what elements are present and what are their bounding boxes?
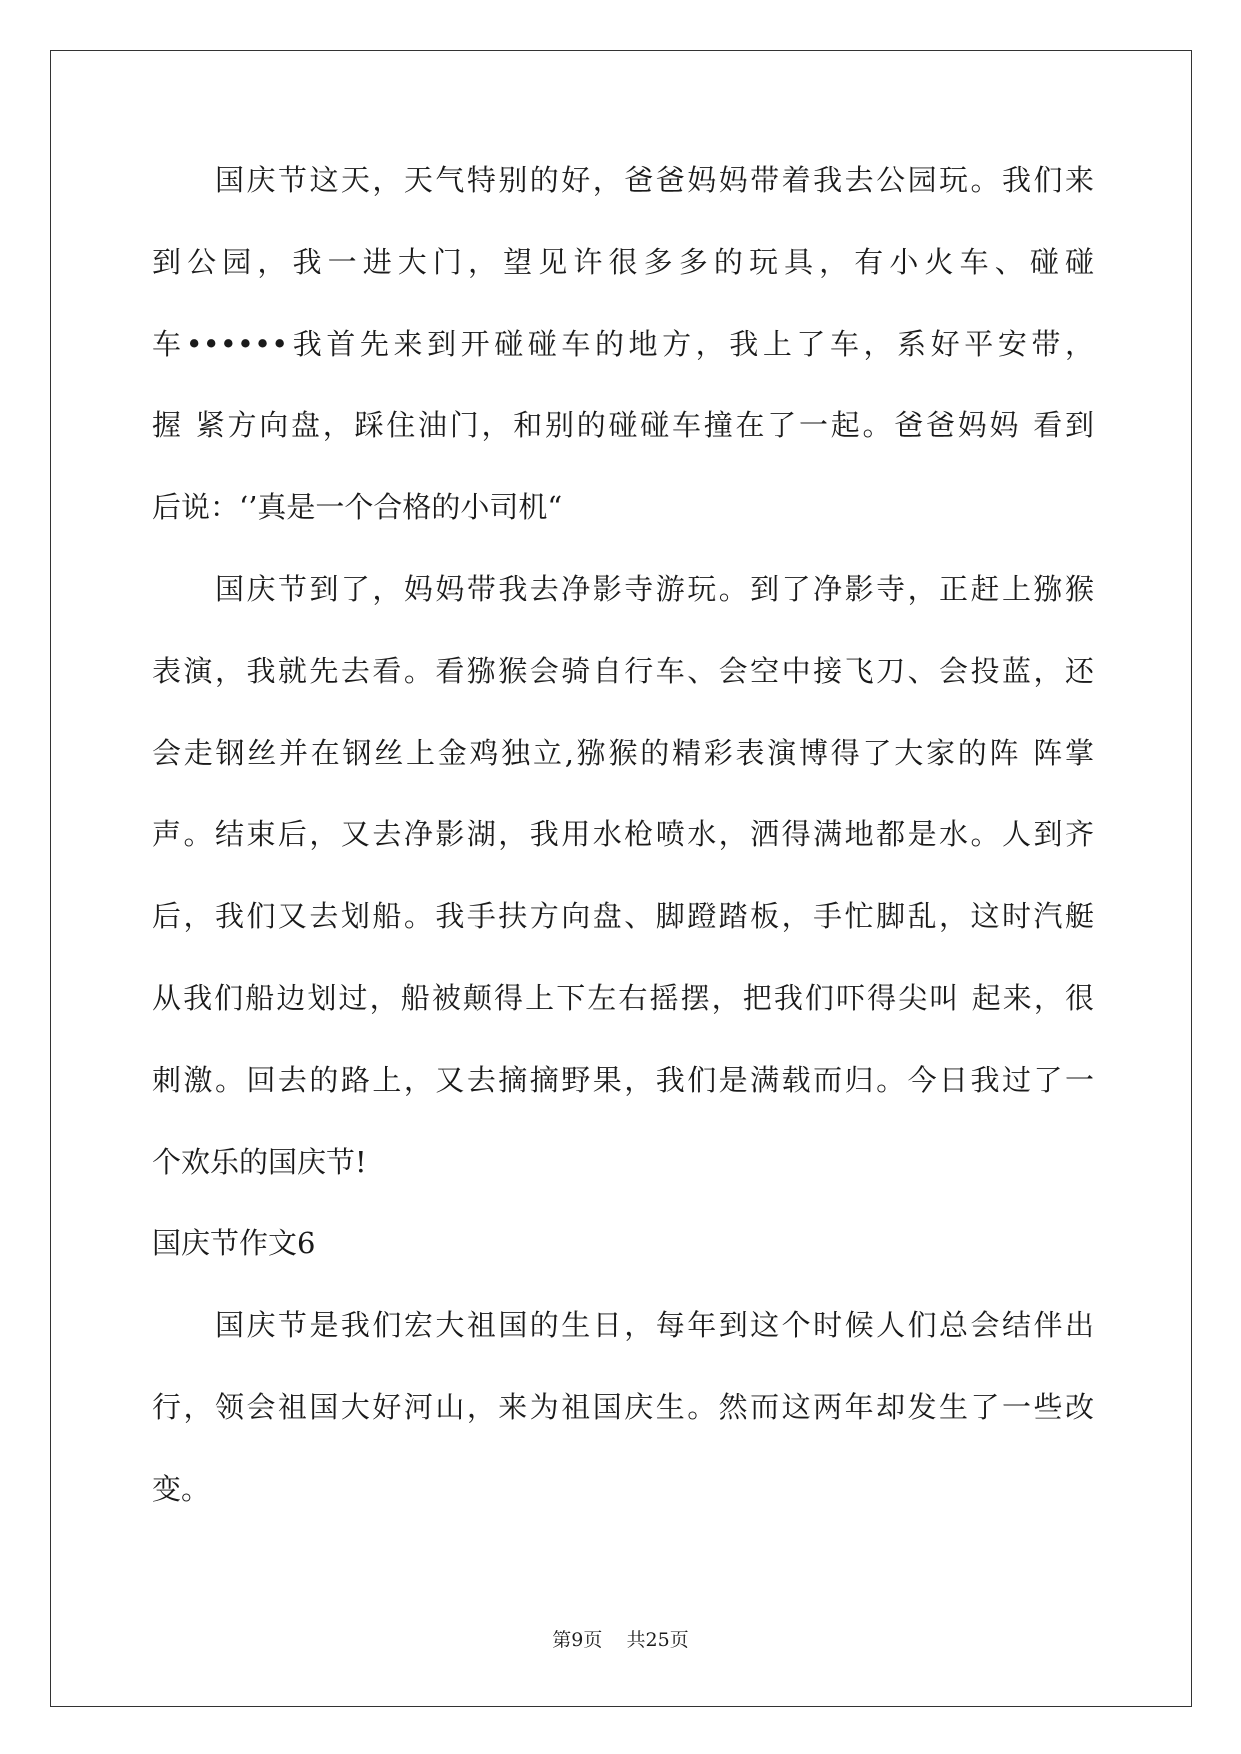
paragraph-1-line-2: 到公园，我一进大门，望见许很多多的玩具，有小火车、碰碰 (152, 244, 1094, 279)
paragraph-1-line-5: 后说：‘’真是一个合格的小司机“ (152, 490, 563, 525)
paragraph-2-line-1: 国庆节到了，妈妈带我去净影寺游玩。到了净影寺，正赶上猕猴 (215, 571, 1094, 606)
paragraph-2-line-2: 表演，我就先去看。看猕猴会骑自行车、会空中接飞刀、会投蓝，还 (152, 653, 1094, 688)
page-footer: 第9页 共25页 (552, 1629, 689, 1651)
paragraph-2-line-4: 声。结束后，又去净影湖，我用水枪喷水，洒得满地都是水。人到齐 (152, 817, 1094, 852)
paragraph-3-line-3: 变。 (152, 1471, 211, 1506)
paragraph-1-line-3: 车••••••我首先来到开碰碰车的地方，我上了车，系好平安带， (152, 326, 1094, 361)
paragraph-2-line-7: 刺激。回去的路上，又去摘摘野果，我们是满载而归。今日我过了一 (152, 1062, 1094, 1097)
section-heading: 国庆节作文6 (152, 1226, 316, 1261)
paragraph-2-line-3: 会走钢丝并在钢丝上金鸡独立,猕猴的精彩表演博得了大家的阵 阵掌 (152, 735, 1094, 770)
paragraph-1-line-1: 国庆节这天，天气特别的好，爸爸妈妈带着我去公园玩。我们来 (215, 163, 1094, 197)
paragraph-3-line-1: 国庆节是我们宏大祖国的生日，每年到这个时候人们总会结伴出 (215, 1308, 1094, 1343)
paragraph-3-line-2: 行，领会祖国大好河山，来为祖国庆生。然而这两年却发生了一些改 (152, 1389, 1094, 1424)
document-body (152, 162, 1094, 1553)
paragraph-2-line-8: 个欢乐的国庆节! (152, 1144, 367, 1179)
paragraph-1-line-4: 握 紧方向盘，踩住油门，和别的碰碰车撞在了一起。爸爸妈妈 看到 (152, 408, 1094, 443)
paragraph-2-line-5: 后，我们又去划船。我手扶方向盘、脚蹬踏板，手忙脚乱，这时汽艇 (152, 899, 1094, 934)
paragraph-2-line-6: 从我们船边划过，船被颠得上下左右摇摆，把我们吓得尖叫 起来，很 (152, 980, 1094, 1015)
